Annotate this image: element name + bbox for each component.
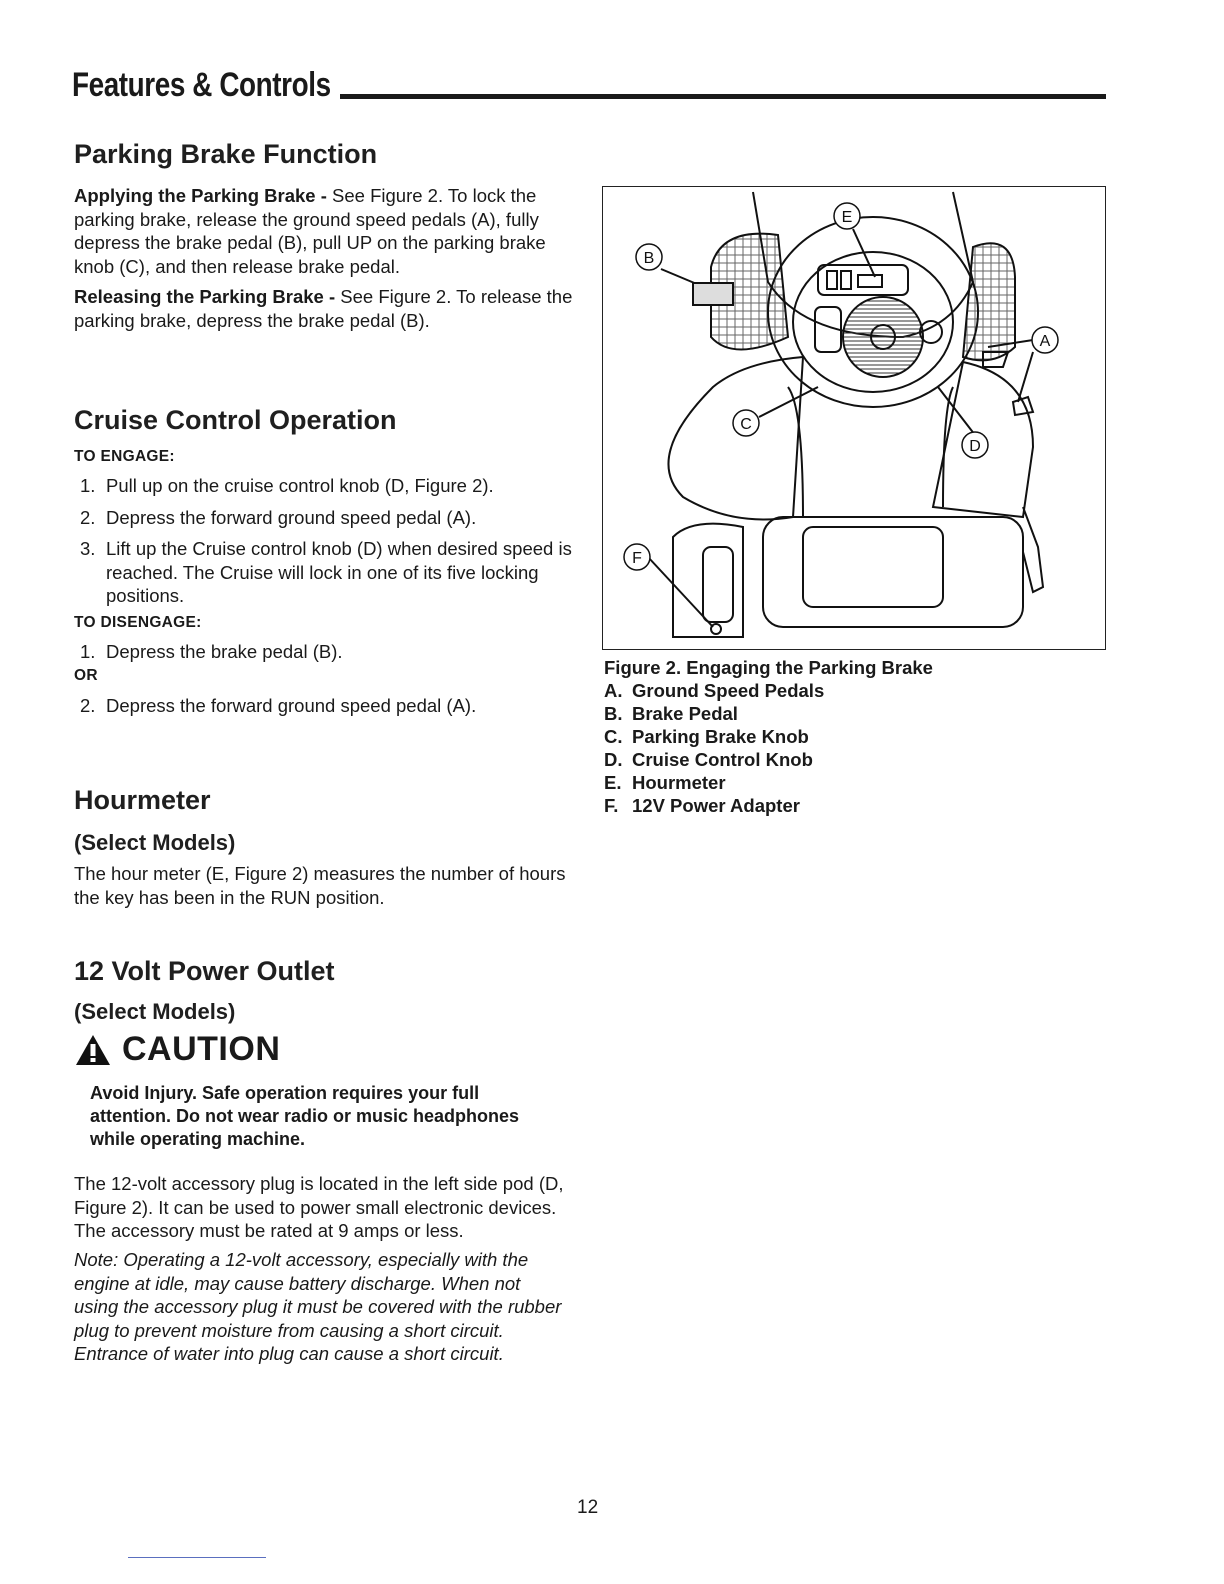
- caution-word: CAUTION: [122, 1030, 281, 1068]
- power-outlet-heading: 12 Volt Power Outlet: [74, 956, 335, 986]
- or-label: OR: [74, 667, 98, 684]
- legend-item: A. Ground Speed Pedals: [604, 680, 825, 701]
- cruise-section: [74, 405, 574, 726]
- hourmeter-section: [74, 785, 574, 909]
- applying-paragraph: [74, 184, 574, 278]
- callout-b: B: [643, 250, 655, 267]
- list-item: 2. Depress the forward ground speed pedal (A).: [80, 506, 477, 528]
- power-outlet-subheading: (Select Models): [74, 999, 236, 1024]
- parking-brake-section: [74, 139, 574, 332]
- disengage-alt-steps: [74, 694, 574, 718]
- list-item: 1. Depress the brake pedal (B).: [80, 640, 343, 662]
- figure-2-illustration: [602, 186, 1106, 650]
- tractor-dashboard-drawing: [603, 187, 1105, 649]
- power-outlet-section: [74, 956, 574, 1025]
- legend-item: E. Hourmeter: [604, 772, 726, 793]
- callout-c: C: [740, 416, 752, 433]
- callout-f: F: [632, 550, 642, 567]
- hourmeter-subheading: (Select Models): [74, 830, 236, 855]
- figure-caption: [604, 656, 933, 817]
- disengage-label: TO DISENGAGE:: [74, 613, 202, 631]
- header-rule: [340, 94, 1106, 99]
- callout-d: D: [969, 438, 981, 455]
- figure-caption-title: Figure 2. Engaging the Parking Brake: [604, 657, 933, 678]
- list-item: 2. Depress the forward ground speed pedal (A).: [80, 695, 477, 716]
- legend-item: F. 12V Power Adapter: [604, 795, 800, 816]
- caution-header: [74, 1030, 280, 1069]
- page-header-title: Features & Controls: [72, 66, 331, 104]
- list-item: 3. Lift up the Cruise control knob (D) when desired speed is reached. The Cruise will lock in one of its five locking positions.: [80, 538, 572, 606]
- disengage-steps: [74, 640, 574, 664]
- page-number: 12: [577, 1497, 599, 1518]
- engage-label: TO ENGAGE:: [74, 448, 175, 465]
- releasing-paragraph: [74, 285, 574, 332]
- cruise-heading: Cruise Control Operation: [74, 405, 397, 435]
- legend-item: B. Brake Pedal: [604, 703, 738, 724]
- applying-text: See Figure 2. To lock the parking brake, release the ground speed pedals (A), fully depress the brake pedal (B), pull UP on the parking brake knob (C), and then release brake pedal.: [74, 185, 546, 277]
- legend-item: D. Cruise Control Knob: [604, 749, 813, 770]
- power-outlet-note: Note: Operating a 12-volt accessory, especially with the engine at idle, may cause battery discharge. When not using the accessory plug it must be covered with the rubber plug to prevent moisture from causing a short circuit. Entrance of water into plug can cause a short circuit.: [74, 1249, 562, 1364]
- releasing-text: See Figure 2. To release the parking brake, depress the brake pedal (B).: [74, 286, 573, 331]
- footer-rule: [128, 1557, 266, 1558]
- legend-item: C. Parking Brake Knob: [604, 726, 809, 747]
- power-outlet-text: The 12-volt accessory plug is located in the left side pod (D, Figure 2). It can be used to power small electronic devices. The accessory must be rated at 9 amps or less.: [74, 1173, 564, 1241]
- callout-e: E: [841, 209, 853, 226]
- hourmeter-text: The hour meter (E, Figure 2) measures the number of hours the key has been in the RUN position.: [74, 863, 566, 908]
- warning-triangle-icon: [74, 1033, 112, 1067]
- callout-a: A: [1039, 333, 1051, 350]
- applying-lead: Applying the Parking Brake -: [74, 185, 327, 206]
- releasing-lead: Releasing the Parking Brake -: [74, 286, 336, 307]
- engage-steps: [74, 474, 574, 608]
- list-item: 1. Pull up on the cruise control knob (D, Figure 2).: [80, 475, 494, 496]
- parking-brake-heading: Parking Brake Function: [74, 139, 378, 169]
- caution-text: Avoid Injury. Safe operation requires your full attention. Do not wear radio or music headphones while operating machine.: [90, 1083, 520, 1149]
- hourmeter-heading: Hourmeter: [74, 785, 211, 815]
